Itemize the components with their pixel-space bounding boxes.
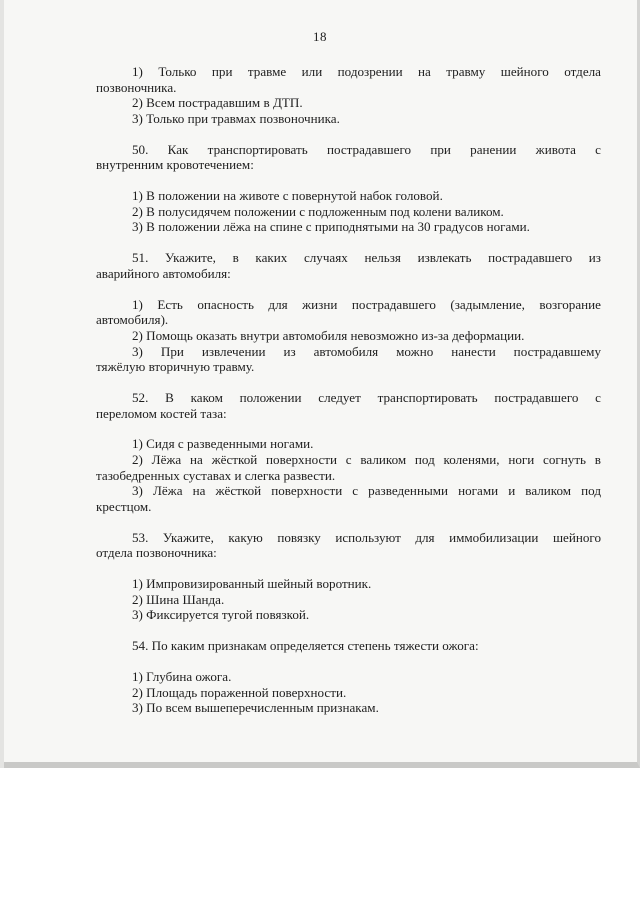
- answer-line: 1) Есть опасность для жизни пострадавшего (задымление, возгорание: [132, 296, 601, 312]
- answer-line: автомобиля).: [96, 312, 169, 328]
- page-content: [96, 64, 601, 716]
- answer-line: 2) Шина Шанда.: [132, 591, 225, 607]
- question-text: 52. В каком положении следует транспортировать пострадавшего с: [132, 389, 601, 405]
- answer-line: 3) В положении лёжа на спине с приподнятыми на 30 градусов ногами.: [132, 219, 530, 235]
- question-54: [96, 638, 601, 716]
- question-53: [96, 530, 601, 623]
- spacer: [96, 375, 601, 390]
- spacer: [96, 126, 601, 141]
- question-text: 54. По каким признакам определяется степень тяжести ожога:: [132, 638, 479, 654]
- answer-line: 2) В полусидячем положении с подложенным под колени валиком.: [132, 203, 504, 219]
- answer-line: 1) Импровизированный шейный воротник.: [132, 576, 372, 592]
- spacer: [96, 281, 601, 296]
- answer-line: 3) По всем вышеперечисленным признакам.: [132, 700, 379, 716]
- spacer: [96, 654, 601, 669]
- question-51: [96, 250, 601, 374]
- spacer: [96, 173, 601, 188]
- answer-line: 2) Площадь пораженной поверхности.: [132, 684, 347, 700]
- spacer: [96, 421, 601, 436]
- q49-answers: [96, 64, 601, 126]
- spacer: [96, 235, 601, 250]
- answer-line: тяжёлую вторичную травму.: [96, 359, 255, 375]
- answer-line: 1) В положении на животе с повернутой набок головой.: [132, 188, 443, 204]
- answer-line: 1) Глубина ожога.: [132, 669, 232, 685]
- answer-line: тазобедренных суставах и слегка развести.: [96, 467, 336, 483]
- answer-line: 1) Только при травме или подозрении на травму шейного отдела: [132, 64, 601, 79]
- question-50: [96, 142, 601, 235]
- answer-line: 3) Лёжа на жёсткой поверхности с разведенными ногами и валиком под: [132, 483, 601, 499]
- answer-line: 3) Только при травмах позвоночника.: [132, 110, 340, 126]
- answer-line: крестцом.: [96, 498, 152, 514]
- question-text: внутренним кровотечением:: [96, 157, 254, 173]
- page-number: 18: [313, 29, 327, 44]
- answer-line: 1) Сидя с разведенными ногами.: [132, 436, 314, 452]
- answer-line: 2) Всем пострадавшим в ДТП.: [132, 95, 303, 111]
- scan-edge: [0, 0, 4, 768]
- question-text: отдела позвоночника:: [96, 545, 217, 561]
- question-text: 53. Укажите, какую повязку используют для иммобилизации шейного: [132, 529, 601, 545]
- question-text: переломом костей таза:: [96, 405, 227, 421]
- question-text: 51. Укажите, в каких случаях нельзя извлекать пострадавшего из: [132, 250, 601, 266]
- answer-line: 3) Фиксируется тугой повязкой.: [132, 607, 310, 623]
- spacer: [96, 514, 601, 529]
- answer-line: позвоночника.: [96, 79, 177, 95]
- answer-line: 3) При извлечении из автомобиля можно нанести пострадавшему: [132, 343, 601, 359]
- question-52: [96, 390, 601, 514]
- question-text: аварийного автомобиля:: [96, 265, 231, 281]
- question-text: 50. Как транспортировать пострадавшего при ранении живота с: [132, 141, 601, 157]
- answer-line: 2) Помощь оказать внутри автомобиля невозможно из-за деформации.: [132, 327, 525, 343]
- answer-line: 2) Лёжа на жёсткой поверхности с валиком под коленями, ноги согнуть в: [132, 452, 601, 468]
- spacer: [96, 623, 601, 638]
- spacer: [96, 561, 601, 576]
